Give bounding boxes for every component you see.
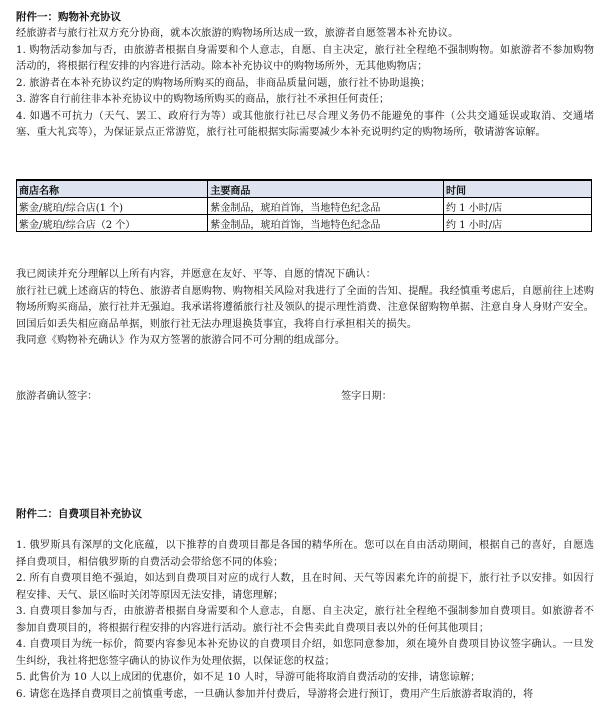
shop-table — [16, 179, 592, 232]
table-row — [17, 215, 592, 232]
table-header-row — [17, 180, 592, 198]
date-label: 签字日期： — [341, 391, 392, 402]
section1-body — [16, 26, 594, 142]
section1-title: 附件一：购物补充协议 — [16, 11, 121, 23]
table-cell: 紫金制品，琥珀首饰，当地特色纪念品 — [208, 198, 444, 215]
section2-paragraph: 3. 自费项目参加与否，由旅游者根据自身需要和个人意志，自愿、自主决定，旅行社全程绝不强制参加自费项目。如旅游者不参加自费项目的，将根据行程安排的内容进行活动。旅行社不会售卖此自费项目表以外的任何其他项目； — [16, 606, 594, 634]
confirmation-paragraph: 我同意《购物补充确认》作为双方签署的旅游合同不可分割的组成部分。 — [16, 335, 346, 346]
section1-paragraph: 经旅游者与旅行社双方充分协商，就本次旅游的购物场所达成一致，旅游者自愿签署本补充协议。 — [16, 28, 459, 39]
section2-title: 附件二：自费项目补充协议 — [16, 508, 142, 520]
table-cell: 约 1 小时/店 — [444, 215, 592, 232]
section1-paragraph: 3. 游客自行前往非本补充协议中的购物场所购买的商品，旅行社不承担任何责任； — [16, 94, 390, 105]
table-header-shop-name: 商店名称 — [17, 180, 208, 198]
table-cell: 紫金制品，琥珀首饰，当地特色纪念品 — [208, 215, 444, 232]
table-header-time: 时间 — [444, 180, 592, 198]
section1-paragraph: 4. 如遇不可抗力（天气、罢工、政府行为等）或其他旅行社已尽合理义务仍不能避免的事件（公共交通延误或取消、交通堵塞、重大礼宾等），为保证景点正常游览，旅行社可能根据实际需要减少本补充说明约定的购物场所，敬请游客谅解。 — [16, 110, 594, 138]
confirmation-block — [16, 267, 594, 350]
confirmation-paragraph: 旅行社已就上述商店的特色、旅游者自愿购物、购物相关风险对我进行了全面的告知、提醒。我经慎重考虑后，自愿前往上述购物场所购买商品，旅行社并无强迫。我承诺将遵循旅行社及领队的提示理性消费、注意保留购物单据、注意自身人身财产安全。回国后如丢失相应商品单据，则旅行社无法办理退换货事宜，我将自行承担相关的损失。 — [16, 285, 594, 330]
section1-paragraph: 2. 旅游者在本补充协议约定的购物场所购买的商品，非商品质量问题，旅行社不协助退换； — [16, 77, 431, 89]
table-cell: 紫金/琥珀/综合店（2 个） — [17, 215, 208, 232]
confirmation-paragraph: 我已阅读并充分理解以上所有内容，并愿意在友好、平等、自愿的情况下确认： — [16, 269, 377, 280]
table-row — [17, 198, 592, 215]
section2-paragraph: 5. 此售价为 10 人以上成团的优惠价，如不足 10 人时，导游可能将取消自费活动的安排，请您谅解； — [16, 672, 481, 683]
section2-paragraph: 2. 所有自费项目绝不强迫，如达到自费项目对应的成行人数，且在时间、天气等因素允许的前提下，旅行社予以安排。如因行程安排、天气、景区临时关闭等原因无法安排，请您理解； — [16, 573, 594, 601]
section2-paragraph: 4. 自费项目为统一标价，简要内容参见本补充协议的自费项目介绍，如您同意参加，须在境外自费项目协议签字确认。一旦发生纠纷，我社将把您签字确认的协议作为处理依据，以保证您的权益； — [16, 639, 594, 667]
table-cell: 约 1 小时/店 — [444, 198, 592, 215]
table-cell: 紫金/琥珀/综合店(1 个) — [17, 198, 208, 215]
section1-paragraph: 1. 购物活动参加与否，由旅游者根据自身需要和个人意志，自愿、自主决定，旅行社全程绝不强制购物。如旅游者不参加购物活动的，将根据行程安排的内容进行活动。除本补充协议中的购物场所外，无其他购物店； — [16, 44, 594, 72]
signature-label: 旅游者确认签字： — [16, 391, 98, 402]
section2-body — [16, 538, 594, 703]
table-header-main-goods: 主要商品 — [208, 180, 444, 198]
section2-paragraph: 1. 俄罗斯具有深厚的文化底蕴，以下推荐的自费项目都是各国的精华所在。您可以在自由活动期间，根据自己的喜好，自愿选择自费项目，相信俄罗斯的自费活动会带给您不同的体验； — [16, 540, 594, 568]
section2-paragraph: 6. 请您在选择自费项目之前慎重考虑，一旦确认参加并付费后，导游将会进行预订，费用产生后旅游者取消的，将 — [16, 688, 534, 700]
